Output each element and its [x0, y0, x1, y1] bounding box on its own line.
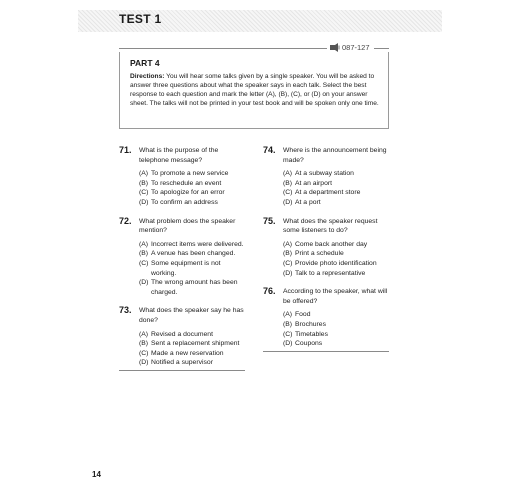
option-text: To reschedule an event [151, 179, 222, 187]
option-letter: (B) [139, 340, 149, 348]
column-end-rule-right [263, 351, 389, 352]
directions-text [130, 72, 382, 108]
answer-option[interactable] [283, 240, 391, 250]
option-letter: (C) [139, 259, 149, 267]
audio-rule-right [374, 48, 389, 49]
answer-options [283, 240, 391, 278]
option-letter: (B) [139, 179, 149, 187]
option-text: At a port [295, 198, 321, 206]
option-text: To apologize for an error [151, 189, 225, 197]
answer-option[interactable] [139, 358, 247, 368]
question-76 [263, 287, 391, 349]
option-letter: (B) [139, 250, 149, 258]
option-text: Revised a document [151, 330, 213, 338]
question-number: 71. [119, 145, 132, 155]
option-text: To confirm an address [151, 198, 218, 206]
question-74 [263, 146, 391, 208]
option-letter: (C) [283, 189, 293, 197]
question-number: 73. [119, 305, 132, 316]
answer-option[interactable] [139, 339, 247, 349]
option-text: At an airport [295, 179, 333, 187]
question-text: What is the purpose of the telephone message? [139, 147, 219, 164]
answer-option[interactable] [139, 330, 247, 340]
answer-option[interactable] [139, 249, 247, 259]
answer-option[interactable] [283, 259, 391, 269]
answer-options [139, 169, 247, 207]
option-letter: (D) [139, 359, 149, 367]
answer-option[interactable] [139, 259, 247, 278]
option-text: Coupons [295, 340, 323, 348]
option-text: Incorrect items were delivered. [151, 240, 244, 248]
question-75 [263, 217, 391, 279]
question-text: What problem does the speaker mention? [139, 217, 236, 235]
option-letter: (B) [283, 320, 293, 328]
answer-options [283, 310, 391, 348]
option-letter: (A) [283, 170, 293, 178]
option-text: Made a new reservation [151, 349, 224, 357]
question-number: 72. [119, 215, 132, 226]
answer-option[interactable] [283, 269, 391, 279]
answer-option[interactable] [283, 320, 391, 330]
question-text: According to the speaker, what will be offered? [283, 288, 388, 305]
questions-column-right [263, 146, 391, 358]
answer-option[interactable] [283, 198, 391, 208]
part-title: PART 4 [130, 58, 160, 68]
audio-track-code: 087-127 [342, 43, 370, 52]
option-text: Notified a supervisor [151, 359, 213, 367]
question-number: 74. [263, 145, 276, 155]
option-text: Brochures [295, 320, 326, 328]
directions-label: Directions: [130, 73, 165, 80]
option-text: At a department store [295, 189, 361, 197]
question-text: What does the speaker say he has done? [139, 307, 244, 324]
option-letter: (D) [283, 269, 293, 277]
questions-column-left [119, 146, 247, 377]
answer-options [139, 240, 247, 298]
option-letter: (A) [139, 170, 149, 178]
option-text: The wrong amount has been charged. [151, 279, 238, 296]
option-text: Print a schedule [295, 250, 344, 258]
question-72 [119, 217, 247, 298]
speaker-icon [330, 43, 340, 52]
answer-options [139, 330, 247, 368]
directions-body: You will hear some talks given by a single speaker. You will be asked to answer three questions about what the speaker says in each talk. Select the best response to each question and mark the letter (A), (B), (C), or (D) on your answer sheet. The talks will not be printed in your test book and will be spoken only one time. [130, 73, 379, 107]
option-text: Talk to a representative [295, 269, 366, 277]
question-text: What does the speaker request some listeners to do? [283, 217, 378, 235]
page-number: 14 [92, 470, 101, 479]
answer-option[interactable] [139, 198, 247, 208]
answer-option[interactable] [283, 169, 391, 179]
answer-options [283, 169, 391, 207]
option-text: A venue has been changed. [151, 250, 236, 258]
answer-option[interactable] [283, 339, 391, 349]
answer-option[interactable] [139, 349, 247, 359]
option-text: Food [295, 311, 311, 319]
option-letter: (D) [139, 198, 149, 206]
question-number: 75. [263, 215, 276, 226]
option-text: Come back another day [295, 240, 368, 248]
option-text: Provide photo identification [295, 259, 377, 267]
answer-option[interactable] [283, 330, 391, 340]
option-letter: (D) [283, 198, 293, 206]
option-text: At a subway station [295, 170, 354, 178]
answer-option[interactable] [283, 310, 391, 320]
option-letter: (B) [283, 179, 293, 187]
option-letter: (C) [139, 189, 149, 197]
answer-option[interactable] [139, 240, 247, 250]
answer-option[interactable] [139, 179, 247, 189]
part-directions-box [119, 52, 389, 129]
test-title: TEST 1 [119, 12, 162, 26]
option-letter: (D) [283, 340, 293, 348]
option-letter: (A) [139, 330, 149, 338]
option-text: Sent a replacement shipment [151, 340, 240, 348]
option-letter: (C) [139, 349, 149, 357]
answer-option[interactable] [139, 188, 247, 198]
answer-option[interactable] [139, 169, 247, 179]
audio-rule-left [119, 48, 327, 49]
option-letter: (C) [283, 330, 293, 338]
option-letter: (B) [283, 250, 293, 258]
question-number: 76. [263, 286, 276, 297]
answer-option[interactable] [283, 249, 391, 259]
answer-option[interactable] [283, 179, 391, 189]
question-text: Where is the announcement being made? [283, 147, 387, 164]
option-text: Timetables [295, 330, 328, 338]
option-letter: (D) [139, 279, 149, 287]
question-71 [119, 146, 247, 208]
option-text: To promote a new service [151, 170, 229, 178]
answer-option[interactable] [283, 188, 391, 198]
option-letter: (A) [283, 311, 293, 319]
column-end-rule-left [119, 370, 245, 371]
option-letter: (C) [283, 259, 293, 267]
option-letter: (A) [139, 240, 149, 248]
question-73 [119, 306, 247, 368]
option-text: Some equipment is not working. [151, 259, 221, 277]
option-letter: (A) [283, 240, 293, 248]
answer-option[interactable] [139, 278, 247, 297]
